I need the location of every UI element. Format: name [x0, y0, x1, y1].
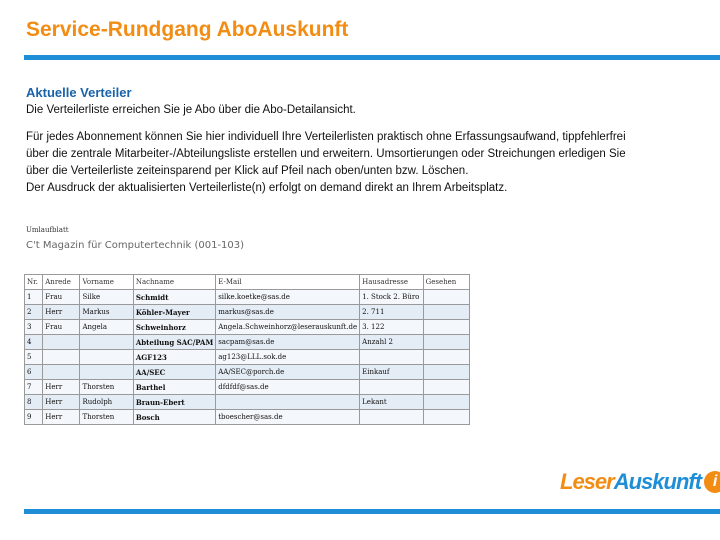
cell-anrede: Frau [43, 290, 80, 305]
cell-email: sacpam@sas.de [216, 335, 360, 350]
cell-gesehen [423, 410, 469, 425]
document-label: Umlaufblatt [26, 226, 69, 234]
table-row [25, 320, 470, 335]
body-line: über die zentrale Mitarbeiter-/Abteilungsliste erstellen und erweitern. Umsortierungen oder Streichungen erledigen Sie [26, 148, 626, 160]
table-row [25, 305, 470, 320]
cell-hausadresse: 3. 122 [360, 320, 423, 335]
cell-email: AA/SEC@porch.de [216, 365, 360, 380]
intro-text: Die Verteilerliste erreichen Sie je Abo über die Abo-Detailansicht. [26, 104, 356, 116]
cell-nr: 5 [25, 350, 43, 365]
cell-anrede: Frau [43, 320, 80, 335]
cell-nr: 8 [25, 395, 43, 410]
cell-nachname: Braun-Ebert [133, 395, 215, 410]
table-row [25, 365, 470, 380]
cell-nachname: Schmidt [133, 290, 215, 305]
cell-vorname: Thorsten [80, 410, 133, 425]
cell-nr: 9 [25, 410, 43, 425]
cell-email: markus@sas.de [216, 305, 360, 320]
cell-nachname: AGF123 [133, 350, 215, 365]
cell-nachname: Barthel [133, 380, 215, 395]
table-row [25, 290, 470, 305]
cell-anrede [43, 365, 80, 380]
cell-hausadresse [360, 350, 423, 365]
cell-hausadresse: Lekant [360, 395, 423, 410]
cell-gesehen [423, 305, 469, 320]
cell-email [216, 395, 360, 410]
cell-nachname: Köhler-Mayer [133, 305, 215, 320]
cell-anrede [43, 335, 80, 350]
logo-word-auskunft: Auskunft [613, 469, 702, 494]
cell-hausadresse: Einkauf [360, 365, 423, 380]
column-header-nr: Nr. [25, 275, 43, 290]
cell-vorname [80, 350, 133, 365]
cell-anrede: Herr [43, 410, 80, 425]
table-row [25, 410, 470, 425]
column-header-vorname: Vorname [80, 275, 133, 290]
cell-gesehen [423, 350, 469, 365]
cell-anrede: Herr [43, 305, 80, 320]
cell-hausadresse: 2. 711 [360, 305, 423, 320]
header-divider [24, 55, 720, 60]
cell-vorname: Markus [80, 305, 133, 320]
body-paragraph [26, 129, 686, 197]
cell-hausadresse: Anzahl 2 [360, 335, 423, 350]
body-line: Für jedes Abonnement können Sie hier individuell Ihre Verteilerlisten praktisch ohne Erfassungsaufwand, tippfehlerfrei [26, 131, 626, 143]
magazine-title: C't Magazin für Computertechnik (001-103) [26, 240, 245, 251]
column-header-email: E-Mail [216, 275, 360, 290]
content-section [26, 85, 686, 197]
cell-email: tboescher@sas.de [216, 410, 360, 425]
cell-vorname: Rudolph [80, 395, 133, 410]
distribution-table [24, 274, 470, 425]
body-line: Der Ausdruck der aktualisierten Verteilerliste(n) erfolgt on demand direkt an Ihrem Arbeitsplatz. [26, 182, 508, 194]
body-line: über die Verteilerliste zeiteinsparend per Klick auf Pfeil nach oben/unten bzw. Löschen. [26, 165, 469, 177]
table-row [25, 350, 470, 365]
cell-gesehen [423, 320, 469, 335]
cell-vorname: Thorsten [80, 380, 133, 395]
cell-hausadresse: 1. Stock 2. Büro [360, 290, 423, 305]
cell-email: dfdfdf@sas.de [216, 380, 360, 395]
cell-nr: 6 [25, 365, 43, 380]
cell-nr: 3 [25, 320, 43, 335]
cell-nr: 4 [25, 335, 43, 350]
cell-nachname: Schweinhorz [133, 320, 215, 335]
cell-hausadresse [360, 380, 423, 395]
cell-gesehen [423, 380, 469, 395]
cell-nr: 7 [25, 380, 43, 395]
cell-gesehen [423, 365, 469, 380]
info-icon: i [704, 471, 720, 493]
cell-gesehen [423, 395, 469, 410]
cell-gesehen [423, 335, 469, 350]
distribution-list-screenshot [22, 224, 470, 422]
cell-nachname: Bosch [133, 410, 215, 425]
table-row [25, 380, 470, 395]
page-title: Service-Rundgang AboAuskunft [26, 18, 349, 41]
column-header-hausadresse: Hausadresse [360, 275, 423, 290]
cell-gesehen [423, 290, 469, 305]
cell-vorname [80, 365, 133, 380]
leserauskunft-logo [560, 467, 720, 497]
column-header-nachname: Nachname [133, 275, 215, 290]
cell-hausadresse [360, 410, 423, 425]
table-body [25, 290, 470, 425]
cell-anrede [43, 350, 80, 365]
cell-vorname: Angela [80, 320, 133, 335]
cell-email: Angela.Schweinhorz@leserauskunft.de [216, 320, 360, 335]
table-header-row [25, 275, 470, 290]
cell-anrede: Herr [43, 380, 80, 395]
cell-anrede: Herr [43, 395, 80, 410]
table-row [25, 335, 470, 350]
column-header-anrede: Anrede [43, 275, 80, 290]
cell-nachname: Abteilung SAC/PAM [133, 335, 215, 350]
column-header-gesehen: Gesehen [423, 275, 469, 290]
footer-divider [24, 509, 720, 514]
cell-vorname [80, 335, 133, 350]
cell-nr: 1 [25, 290, 43, 305]
cell-email: silke.koetke@sas.de [216, 290, 360, 305]
cell-vorname: Silke [80, 290, 133, 305]
logo-word-leser: Leser [560, 469, 614, 494]
cell-email: ag123@LLL.sok.de [216, 350, 360, 365]
cell-nachname: AA/SEC [133, 365, 215, 380]
cell-nr: 2 [25, 305, 43, 320]
table-row [25, 395, 470, 410]
section-heading: Aktuelle Verteiler [26, 85, 132, 100]
